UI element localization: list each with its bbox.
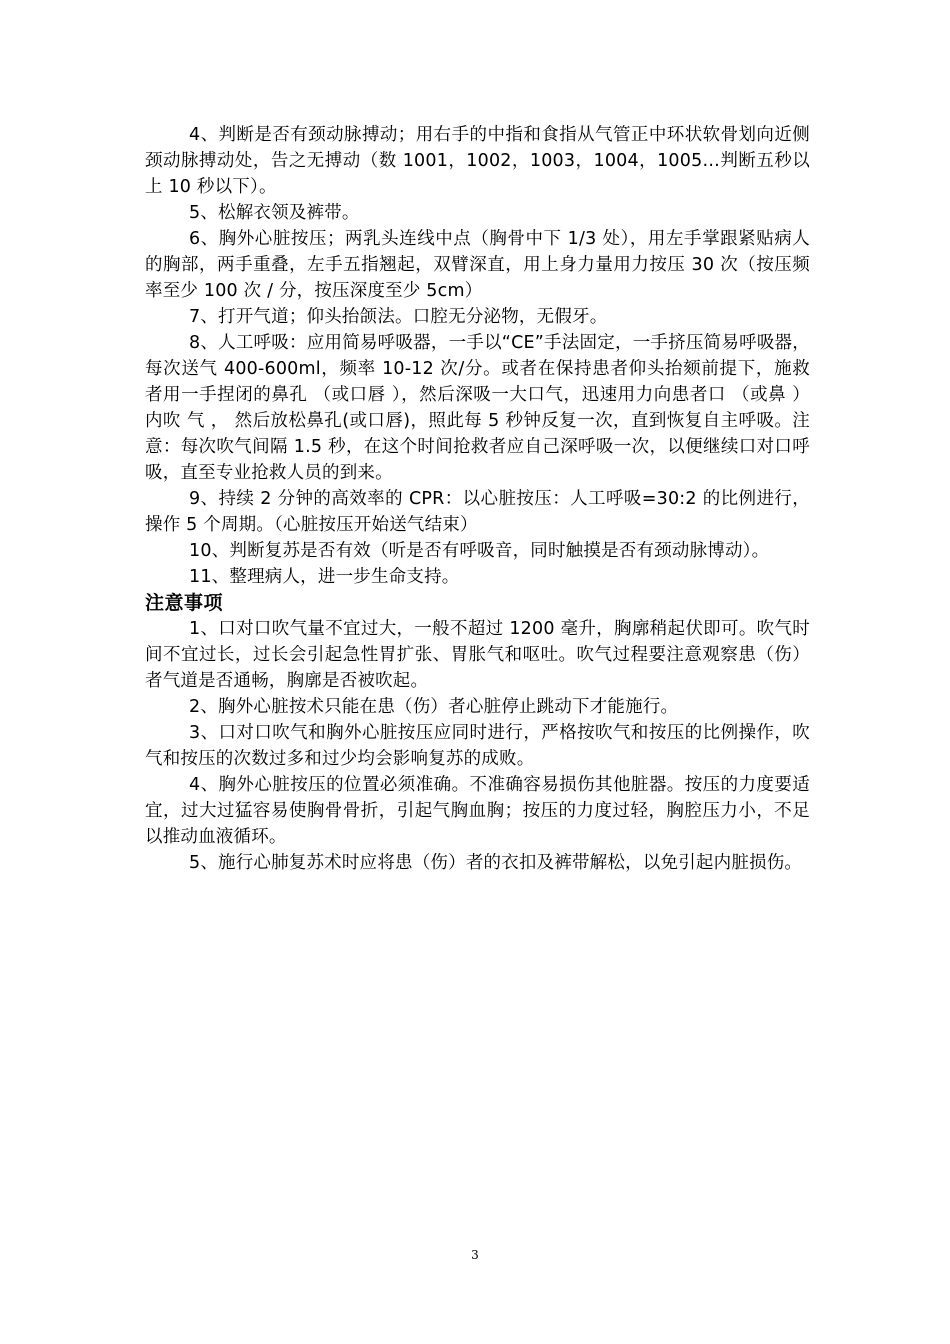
step-9-paragraph: 9、持续 2 分钟的高效率的 CPR：以心脏按压：人工呼吸=30:2 的比例进行，操作 5 个周期。（心脏按压开始送气结束） xyxy=(145,489,810,535)
note-5-paragraph: 5、施行心肺复苏术时应将患（伤）者的衣扣及裤带解松，以免引起内脏损伤。 xyxy=(189,853,803,873)
step-6-paragraph: 6、胸外心脏按压；两乳头连线中点（胸骨中下 1/3 处），用左手掌跟紧贴病人的胸部，两手重叠，左手五指翘起，双臂深直，用上身力量用力按压 30 次（按压频率至少 100 次 / 分，按压深度至少 5cm） xyxy=(145,229,810,301)
note-2-paragraph: 2、胸外心脏按术只能在患（伤）者心脏停止跳动下才能施行。 xyxy=(189,697,679,717)
document-body xyxy=(145,122,810,876)
step-4-paragraph: 4、判断是否有颈动脉搏动；用右手的中指和食指从气管正中环状软骨划向近侧颈动脉搏动处，告之无搏动（数 1001，1002，1003，1004，1005…判断五秒以上 10 秒以下）。 xyxy=(145,125,810,197)
step-8-paragraph: 8、人工呼吸：应用简易呼吸器，一手以“CE”手法固定，一手挤压简易呼吸器，每次送气 400-600ml，频率 10-12 次/分。或者在保持患者仰头抬颏前提下，施救者用一手捏闭的鼻孔 （或口唇 ），然后深吸一大口气，迅速用力向患者口 （或鼻 ）内吹 气 ， 然后放松鼻孔(或口唇)，照此每 5 秒钟反复一次，直到恢复自主呼吸。注意：每次吹气间隔 1.5 秒，在这个时间抢救者应自己深呼吸一次，以便继续口对口呼吸，直至专业抢救人员的到来。 xyxy=(145,333,810,483)
step-7-paragraph: 7、打开气道；仰头抬颌法。口腔无分泌物，无假牙。 xyxy=(189,307,608,327)
note-1-paragraph: 1、口对口吹气量不宜过大，一般不超过 1200 毫升，胸廓稍起伏即可。吹气时间不宜过长，过长会引起急性胃扩张、胃胀气和呕吐。吹气过程要注意观察患（伤）者气道是否通畅，胸廓是否被吹起。 xyxy=(145,619,810,691)
page-number: 3 xyxy=(471,1248,479,1262)
step-11-paragraph: 11、整理病人，进一步生命支持。 xyxy=(189,567,460,587)
step-10-paragraph: 10、判断复苏是否有效（听是否有呼吸音，同时触摸是否有颈动脉博动）。 xyxy=(189,541,770,561)
notes-heading: 注意事项 xyxy=(145,592,224,614)
note-3-paragraph: 3、口对口吹气和胸外心脏按压应同时进行，严格按吹气和按压的比例操作，吹气和按压的次数过多和过少均会影响复苏的成败。 xyxy=(145,723,810,769)
note-4-paragraph: 4、胸外心脏按压的位置必须准确。不准确容易损伤其他脏器。按压的力度要适宜，过大过猛容易使胸骨骨折，引起气胸血胸；按压的力度过轻，胸腔压力小，不足以推动血液循环。 xyxy=(145,775,810,847)
step-5-paragraph: 5、松解衣领及裤带。 xyxy=(189,203,360,223)
